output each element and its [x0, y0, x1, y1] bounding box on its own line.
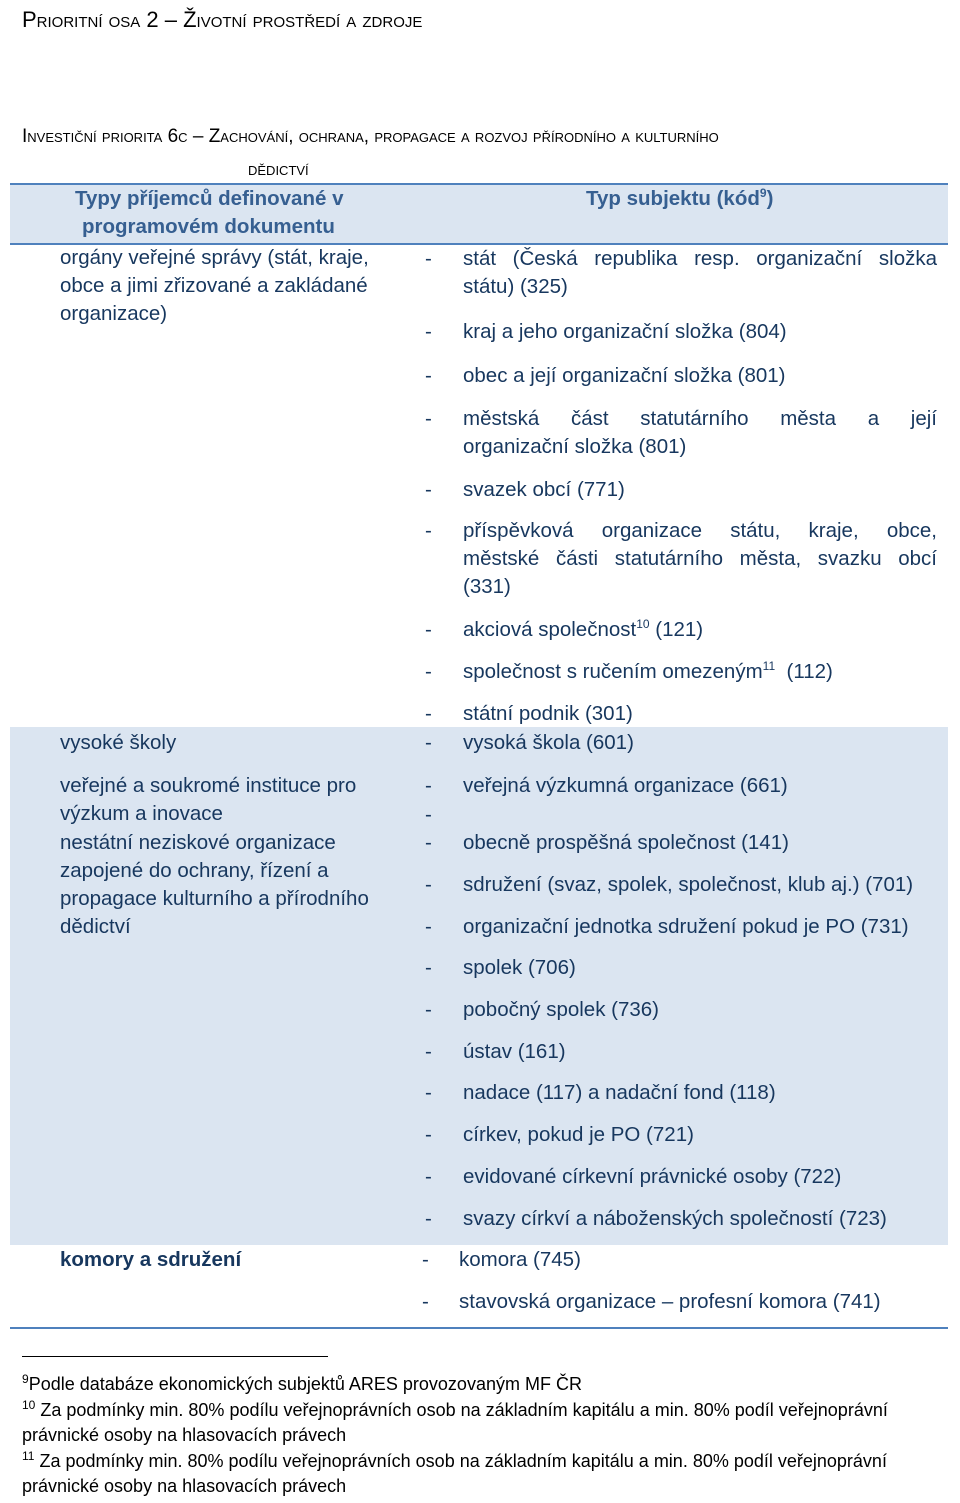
list-item: kraj a jeho organizační složka (804): [463, 320, 787, 343]
list-item: nadace (117) a nadační fond (118): [463, 1081, 776, 1104]
list-item: spolek (706): [463, 956, 576, 979]
bullet-dash: -: [425, 660, 432, 683]
bullet-dash: -: [425, 364, 432, 387]
group-left-chambers: komory a sdružení: [60, 1248, 242, 1271]
footnote-separator: [22, 1356, 328, 1357]
bullet-dash: -: [425, 618, 432, 641]
priority-title: Investiční priorita 6c – Zachování, ochrana, propagace a rozvoj přírodního a kulturního: [22, 126, 719, 147]
list-item: stavovská organizace – profesní komora (741): [459, 1290, 881, 1313]
bullet-dash: -: [425, 803, 432, 826]
header-right: Typ subjektu (kód$^9$): [586, 186, 774, 210]
list-item: svazy církví a náboženských společností (723): [463, 1207, 887, 1230]
list-item: příspěvková organizace státu, kraje, obce, městské části statutárního města, svazku obcí (331): [463, 519, 937, 598]
group-left-universities: vysoké školy: [60, 731, 177, 754]
list-item: svazek obcí (771): [463, 478, 625, 501]
group-left-ngo: nestátní neziskové organizace zapojené do ochrany, řízení a propagace kulturního a přírodního dědictví: [60, 831, 369, 938]
footnote-10-cont: právnické osoby na hlasovacích právech: [22, 1425, 347, 1445]
priority-title-cont: dědictví: [248, 159, 309, 180]
bullet-dash: -: [425, 320, 432, 343]
list-item: organizační jednotka sdružení pokud je PO (731): [463, 915, 909, 938]
bullet-dash: -: [425, 478, 432, 501]
list-item: společnost s ručením omezeným$^{11}$ (112): [463, 659, 833, 683]
table-bottom-rule: [10, 1327, 948, 1329]
list-item: veřejná výzkumná organizace (661): [463, 774, 788, 797]
list-item: obecně prospěšná společnost (141): [463, 831, 789, 854]
list-item: evidované církevní právnické osoby (722): [463, 1165, 842, 1188]
bullet-dash: -: [425, 1123, 432, 1146]
bullet-dash: -: [425, 873, 432, 896]
bullet-dash: -: [425, 407, 432, 430]
footnote-11-cont: právnické osoby na hlasovacích právech: [22, 1476, 347, 1496]
list-item: ústav (161): [463, 1040, 566, 1063]
list-item: církev, pokud je PO (721): [463, 1123, 694, 1146]
bullet-dash: -: [422, 1248, 429, 1271]
bullet-dash: -: [425, 998, 432, 1021]
bullet-dash: -: [425, 956, 432, 979]
list-item: pobočný spolek (736): [463, 998, 660, 1021]
group-left-public-admin: orgány veřejné správy (stát, kraje, obce a jimi zřizované a zakládané organizace): [60, 246, 369, 325]
list-item: sdružení (svaz, spolek, společnost, klub aj.) (701): [463, 873, 914, 896]
list-item: komora (745): [459, 1248, 581, 1271]
header-left: Typy příjemců definované v programovém dokumentu: [75, 187, 344, 238]
bullet-dash: -: [425, 731, 432, 754]
bullet-dash: -: [422, 1290, 429, 1313]
bullet-dash: -: [425, 519, 432, 542]
list-item: městská část statutárního města a její organizační složka (801): [463, 407, 937, 458]
footnote-10: $^{10}$ Za podmínky min. 80% podílu veřejnoprávních osob na základním kapitálu a min. 80% podíl veřejnoprávní: [22, 1398, 888, 1420]
list-item: vysoká škola (601): [463, 731, 634, 754]
bullet-dash: -: [425, 702, 432, 725]
bullet-dash: -: [425, 1040, 432, 1063]
footnote-9: $^9$Podle databáze ekonomických subjektů ARES provozovaným MF ČR: [22, 1372, 582, 1394]
footnote-11: $^{11}$ Za podmínky min. 80% podílu veřejnoprávních osob na základním kapitálu a min. 80% podíl veřejnoprávní: [22, 1449, 887, 1471]
axis-title: Prioritní osa 2 – Životní prostředí a zdroje: [22, 7, 423, 32]
group-left-research: veřejné a soukromé instituce pro výzkum a inovace: [60, 774, 357, 825]
list-item: obec a její organizační složka (801): [463, 364, 786, 387]
bullet-dash: -: [425, 1081, 432, 1104]
list-item: státní podnik (301): [463, 702, 633, 725]
bullet-dash: -: [425, 1207, 432, 1230]
bullet-dash: -: [425, 831, 432, 854]
list-item: stát (Česká republika resp. organizační složka státu) (325): [463, 247, 937, 298]
bullet-dash: -: [425, 774, 432, 797]
list-item: akciová společnost$^{10}$ (121): [463, 617, 704, 641]
bullet-dash: -: [425, 915, 432, 938]
bullet-dash: -: [425, 1165, 432, 1188]
bullet-dash: -: [425, 247, 432, 270]
